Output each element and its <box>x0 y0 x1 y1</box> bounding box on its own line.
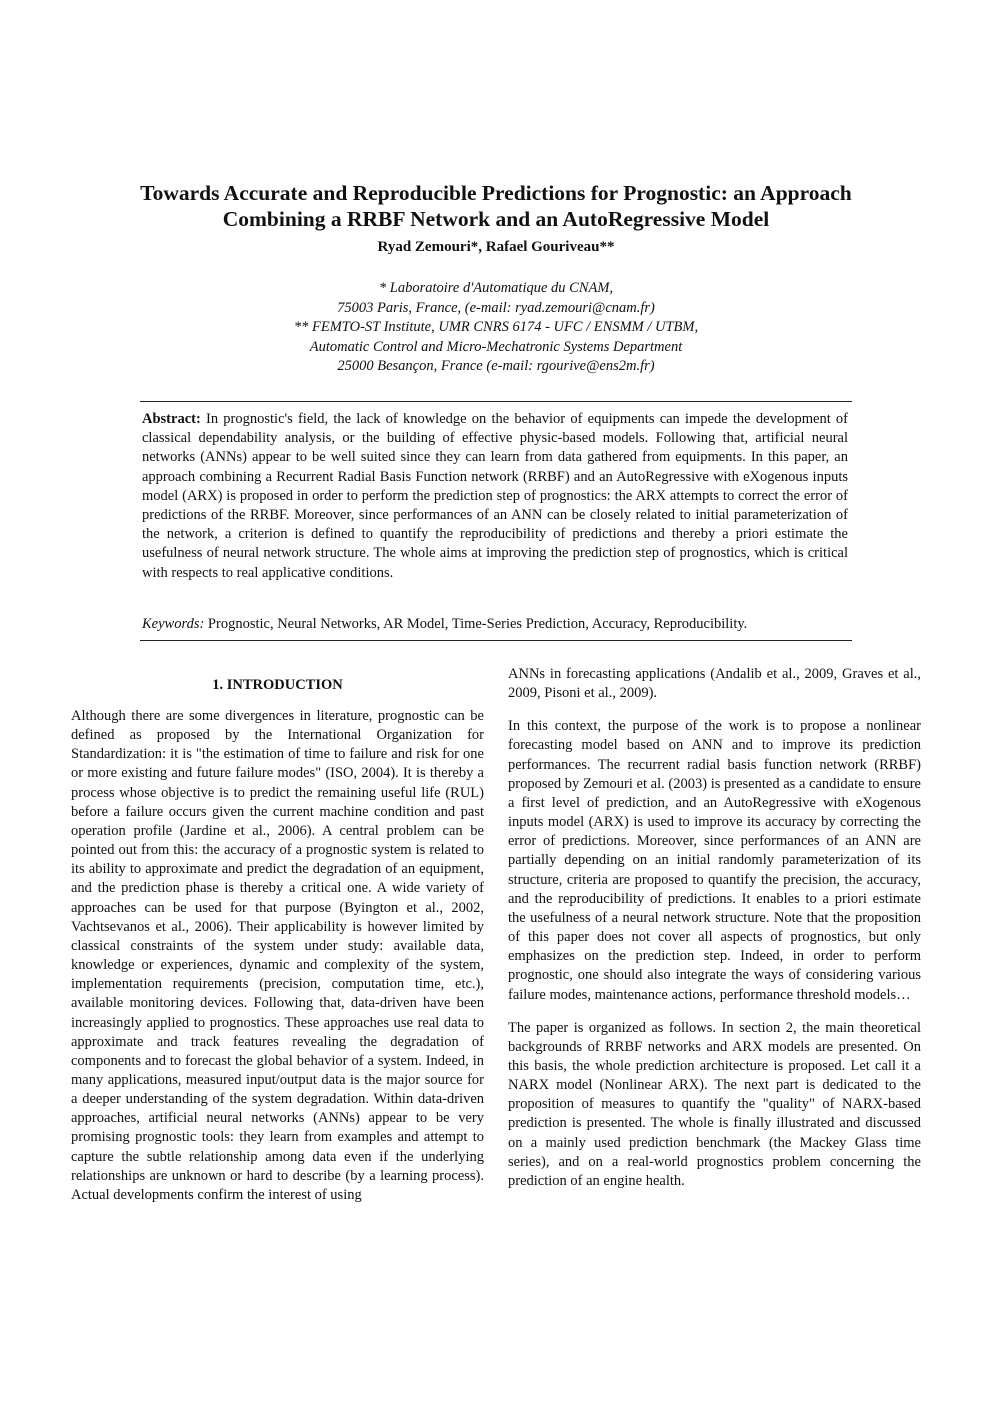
affiliation-line: 75003 Paris, France, (e-mail: ryad.zemouri@cnam.fr) <box>337 299 655 316</box>
title-line-1: Towards Accurate and Reproducible Predictions for Prognostic: an Approach <box>140 181 852 206</box>
intro-paragraph-3: The paper is organized as follows. In section 2, the main theoretical backgrounds of RRBF networks and ARX models are presented. On this basis, the whole prediction architecture is proposed. Let call it a NARX model (Nonlinear ARX). The next part is dedicated to the proposition of measures to quantify the "quality" of NARX-based prediction is presented. The whole is finally illustrated and discussed on a mainly used prediction benchmark (the Mackey Glass time series), and on a real-world prognostics problem concerning the prediction of an engine health. <box>508 1019 921 1189</box>
keywords-text: Prognostic, Neural Networks, AR Model, Time-Series Prediction, Accuracy, Reproducibility. <box>207 616 748 632</box>
affiliation-line: * Laboratoire d'Automatique du CNAM, <box>378 280 614 296</box>
abstract-top-rule <box>140 401 852 402</box>
title-line-2: Combining a RRBF Network and an AutoRegressive Model <box>222 207 770 232</box>
affiliation-line: Automatic Control and Micro-Mechatronic Systems Department <box>309 338 683 355</box>
keywords <box>142 615 848 634</box>
abstract-bottom-rule <box>140 640 852 641</box>
paper-title <box>40 180 952 232</box>
affiliations <box>0 279 992 377</box>
right-column <box>508 665 921 1191</box>
affiliation-line: 25000 Besançon, France (e-mail: rgourive@ens2m.fr) <box>337 358 655 374</box>
affiliation-line: ** FEMTO-ST Institute, UMR CNRS 6174 - UFC / ENSMM / UTBM, <box>293 319 699 335</box>
keywords-label: Keywords: <box>142 616 205 632</box>
abstract-label: Abstract: <box>142 411 201 427</box>
intro-paragraph-continued: ANNs in forecasting applications (Andalib et al., 2009, Graves et al., 2009, Pisoni et al., 2009). <box>508 666 921 702</box>
abstract-text: In prognostic's field, the lack of knowledge on the behavior of equipments can impede the development of classical dependability analysis, or the building of effective physic-based models. Following that, artificial neural networks (ANNs) appear to be well suited since they can learn from data gathered from equipments. In this paper, an approach combining a Recurrent Radial Basis Function network (RRBF) and an AutoRegressive with eXogenous inputs model (ARX) is proposed in order to perform the prediction step of prognostics: the ARX attempts to correct the error of predictions of the RRBF. Moreover, since performances of an ANN can be closely related to initial parameterization of the network, a criterion is defined to quantify the reproducibility of predictions and thereby a priori estimate the usefulness of neural network structure. The whole aims at improving the prediction step of prognostics, which is critical with respects to real applicative conditions. <box>142 411 849 581</box>
authors: Ryad Zemouri*, Rafael Gouriveau** <box>377 239 615 255</box>
intro-paragraph-1: Although there are some divergences in literature, prognostic can be defined as proposed by the International Organization for Standardization: it is "the estimation of time to failure and risk for one or more existing and future failure modes" (ISO, 2004). It is thereby a process whose objective is to predict the remaining useful life (RUL) before a failure occurs given the current machine condition and past operation profile (Jardine et al., 2006). A central problem can be pointed out from this: the accuracy of a prognostic system is related to its ability to approximate and predict the degradation of an equipment, and the prediction phase is thereby a critical one. A wide variety of approaches can be used for that purpose (Byington et al., 2002, Vachtsevanos et al., 2006). Their applicability is however limited by classical constraints of the system under study: available data, knowledge or experiences, dynamic and complexity of the system, implementation requirements (precision, computation time, etc.), available monitoring devices. Following that, data-driven have been increasingly applied to prognostics. These approaches use real data to approximate and track features revealing the degradation of components and to forecast the global behavior of a system. Indeed, in many applications, measured input/output data is the major source for a deeper understanding of the system degradation. Within data-driven approaches, artificial neural networks (ANNs) appear to be very promising prognostic tools: they learn from examples and attempt to capture the subtle relationship among data even if the underlying relationships are unknown or hard to describe (by a learning process). Actual developments confirm the interest of using <box>71 708 484 1203</box>
left-column <box>71 676 484 1205</box>
intro-paragraph-2: In this context, the purpose of the work is to propose a nonlinear forecasting model based on ANN and to improve its prediction performances. The recurrent radial basis function network (RRBF) proposed by Zemouri et al. (2003) is presented as a candidate to ensure a first level of prediction, and an AutoRegressive with eXogenous inputs model (ARX) is used to improve its accuracy by correcting the error of predictions. Moreover, since performances of an ANN are partially depending on an initial randomly parameterization of its structure, criteria are proposed to quantify the precision, the accuracy, and the reproducibility of predictions. It enables to a priori estimate the usefulness of a neural network structure. Note that the proposition of this paper does not cover all aspects of prognostics, but only emphasizes on the prediction step. Indeed, in order to perform prognostic, one should also integrate the ways of considering various failure modes, maintenance actions, performance threshold models… <box>508 718 921 1003</box>
section-heading-introduction: 1. INTRODUCTION <box>212 677 343 693</box>
abstract <box>142 410 848 583</box>
